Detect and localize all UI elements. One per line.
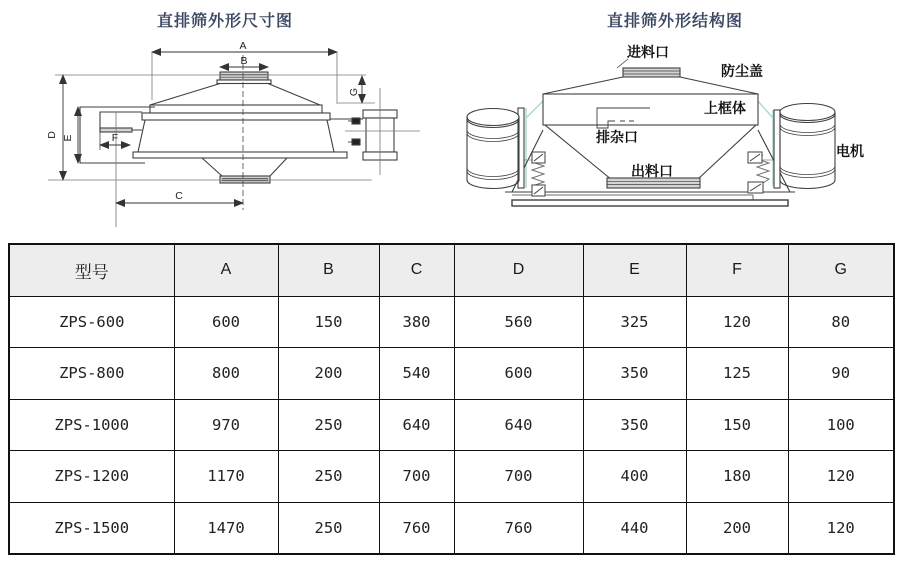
model-cell: ZPS-600 xyxy=(9,296,174,348)
col-header-e: E xyxy=(583,244,686,296)
value-cell: 560 xyxy=(454,296,583,348)
header-row xyxy=(9,244,894,296)
value-cell: 760 xyxy=(379,502,454,554)
value-cell: 180 xyxy=(686,451,788,503)
value-cell: 640 xyxy=(379,399,454,451)
value-cell: 400 xyxy=(583,451,686,503)
col-header-g: G xyxy=(788,244,894,296)
value-cell: 600 xyxy=(174,296,278,348)
model-cell: ZPS-1000 xyxy=(9,399,174,451)
value-cell: 760 xyxy=(454,502,583,554)
value-cell: 200 xyxy=(686,502,788,554)
dim-label-g: G xyxy=(348,87,360,97)
feed-inlet-label: 进料口 xyxy=(627,44,669,60)
impurity-outlet-label: 排杂口 xyxy=(596,129,638,145)
table-row xyxy=(9,296,894,348)
dimension-diagram xyxy=(30,40,450,235)
model-cell: ZPS-800 xyxy=(9,348,174,400)
model-cell: ZPS-1500 xyxy=(9,502,174,554)
col-header-c: C xyxy=(379,244,454,296)
discharge-outlet-label: 出料口 xyxy=(631,163,673,179)
value-cell: 325 xyxy=(583,296,686,348)
table-row xyxy=(9,502,894,554)
value-cell: 250 xyxy=(278,502,379,554)
col-header-d: D xyxy=(454,244,583,296)
value-cell: 1170 xyxy=(174,451,278,503)
motor-block xyxy=(348,110,397,160)
dim-label-e: E xyxy=(62,134,74,142)
value-cell: 640 xyxy=(454,399,583,451)
value-cell: 90 xyxy=(788,348,894,400)
table-row xyxy=(9,451,894,503)
right-diagram-title: 直排筛外形结构图 xyxy=(606,13,743,30)
value-cell: 600 xyxy=(454,348,583,400)
col-header-f: F xyxy=(686,244,788,296)
model-cell: ZPS-1200 xyxy=(9,451,174,503)
value-cell: 100 xyxy=(788,399,894,451)
col-header-a: A xyxy=(174,244,278,296)
right-motor xyxy=(774,104,835,189)
value-cell: 350 xyxy=(583,348,686,400)
value-cell: 380 xyxy=(379,296,454,348)
upper-frame-label: 上框体 xyxy=(704,100,746,116)
value-cell: 120 xyxy=(788,451,894,503)
value-cell: 150 xyxy=(278,296,379,348)
left-motor xyxy=(467,108,524,189)
structure-diagram xyxy=(460,40,890,235)
left-diagram-title: 直排筛外形尺寸图 xyxy=(156,13,293,30)
value-cell: 700 xyxy=(454,451,583,503)
value-cell: 1470 xyxy=(174,502,278,554)
value-cell: 250 xyxy=(278,451,379,503)
dim-label-d: D xyxy=(46,131,58,139)
value-cell: 120 xyxy=(788,502,894,554)
value-cell: 125 xyxy=(686,348,788,400)
dim-label-b: B xyxy=(240,55,248,67)
value-cell: 800 xyxy=(174,348,278,400)
value-cell: 80 xyxy=(788,296,894,348)
value-cell: 250 xyxy=(278,399,379,451)
machine-outline xyxy=(80,72,363,183)
col-header-b: B xyxy=(278,244,379,296)
table-row xyxy=(9,399,894,451)
value-cell: 970 xyxy=(174,399,278,451)
value-cell: 540 xyxy=(379,348,454,400)
dim-label-c: C xyxy=(175,190,183,202)
col-header-model: 型号 xyxy=(9,244,174,296)
spec-table xyxy=(8,243,895,555)
value-cell: 150 xyxy=(686,399,788,451)
value-cell: 350 xyxy=(583,399,686,451)
value-cell: 200 xyxy=(278,348,379,400)
dust-cover-label: 防尘盖 xyxy=(721,63,763,79)
table-row xyxy=(9,348,894,400)
dim-label-f: F xyxy=(111,132,119,144)
motor-label: 电机 xyxy=(836,143,864,159)
value-cell: 700 xyxy=(379,451,454,503)
value-cell: 120 xyxy=(686,296,788,348)
dim-label-a: A xyxy=(239,40,247,52)
value-cell: 440 xyxy=(583,502,686,554)
